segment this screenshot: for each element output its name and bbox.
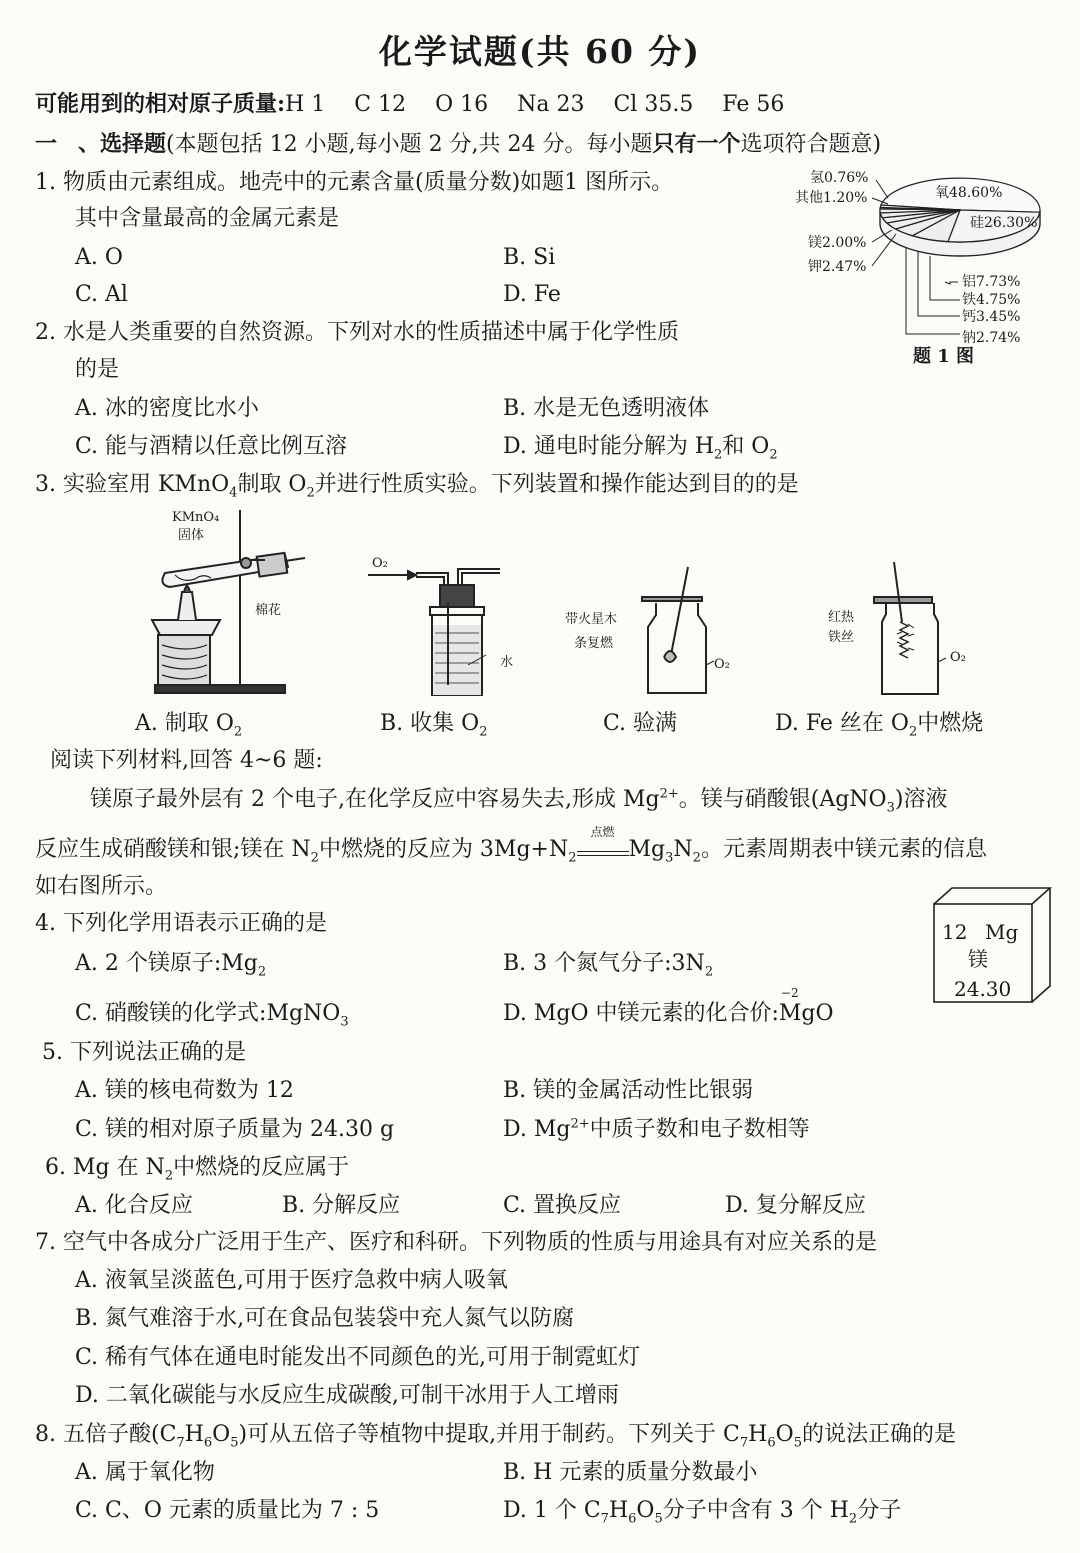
- q7-option-a: A. 液氧呈淡蓝色,可用于医疗急救中病人吸氧: [75, 1268, 508, 1293]
- mg-symbol: Mg: [985, 920, 1019, 944]
- apparatus-a-kmno4-label: KMnO₄: [172, 510, 220, 525]
- q1-stem-1: 1. 物质由元素组成。地壳中的元素含量(质量分数)如题1 图所示。: [35, 170, 674, 195]
- pie-label-hydrogen: 氢0.76%: [810, 170, 869, 186]
- q5-option-d: D. $Mg^{2+}$中质子数和电子数相等: [503, 1116, 810, 1142]
- q6-option-a: A. 化合反应: [75, 1193, 193, 1218]
- apparatus-c-label-2: 条复燃: [574, 636, 614, 651]
- section-desc-tail: 选项符合题意): [740, 132, 882, 157]
- pie-label-calcium: 钙3.45%: [962, 309, 1021, 325]
- page-title: 化学试题(共 60 分): [378, 32, 702, 71]
- q8-option-b: B. H 元素的质量分数最小: [503, 1460, 758, 1485]
- apparatus-b-o2-label: O₂: [372, 556, 388, 571]
- apparatus-c-label-1: 带火星木: [565, 612, 618, 627]
- pie-label-oxygen: 氧48.60%: [935, 185, 1003, 201]
- q7-option-b: B. 氮气难溶于水,可在食品包装袋中充人氮气以防腐: [75, 1306, 575, 1331]
- section-desc: (本题包括 12 小题,每小题 2 分,共 24 分。每小题: [166, 132, 653, 157]
- q8-option-a: A. 属于氧化物: [75, 1460, 215, 1485]
- atomic-mass-values: H 1 C 12 O 16 Na 23 Cl 35.5 Fe 56: [285, 92, 785, 117]
- pie-label-magnesium: 镁2.00%: [808, 235, 867, 251]
- q4-option-a: A. 2 个镁原子$:Mg_2$: [75, 951, 267, 980]
- section-heading: [35, 130, 881, 159]
- q3-option-d: D. Fe 丝在 $O_2$中燃烧: [775, 711, 984, 740]
- q7-stem: 7. 空气中各成分广泛用于生产、医疗和科研。下列物质的性质与用途具有对应关系的是: [35, 1230, 877, 1255]
- reading-para-2: 反应生成硝酸镁和银;镁在 $N_2$中燃烧的反应为 $3Mg+N_2$ 点燃 $Mg_3N_2$。元素周期表中镁元素的信息: [35, 825, 987, 866]
- q1-option-d: D. Fe: [503, 282, 561, 307]
- q3-stem: 3. 实验室用 KMnO$_4$制取 $O_2$并进行性质实验。下列装置和操作能达到目的的是: [35, 472, 799, 501]
- q5-stem: 5. 下列说法正确的是: [42, 1040, 246, 1065]
- reaction-condition: 点燃: [590, 825, 615, 839]
- pie-label-aluminum: 铝7.73%: [962, 274, 1021, 290]
- section-dash: 一: [35, 131, 58, 157]
- q5-option-c: C. 镁的相对原子质量为 24.30 g: [75, 1117, 395, 1142]
- q1-option-c: C. Al: [75, 282, 128, 307]
- q2-option-b: B. 水是无色透明液体: [503, 396, 710, 421]
- apparatus-d-label-2: 铁丝: [828, 630, 855, 645]
- q2-stem-1: 2. 水是人类重要的自然资源。下列对水的性质描述中属于化学性质: [35, 320, 679, 345]
- q6-option-c: C. 置换反应: [503, 1193, 622, 1218]
- apparatus-a-solid-label: 固体: [178, 528, 205, 543]
- q8-option-d: D. 1 个 $C_7H_6O_5$分子中含有 3 个 $H_2$分子: [503, 1498, 902, 1527]
- reading-para-1: 镁原子最外层有 2 个电子,在化学反应中容易失去,形成 $Mg^{2+}$。镁与硝酸银(AgNO$_3$)溶液: [90, 786, 948, 816]
- q6-stem: 6. Mg 在 $N_2$中燃烧的反应属于: [45, 1155, 350, 1184]
- pie-label-potassium: 钾2.47%: [808, 259, 867, 275]
- apparatus-d-iron-burning: [860, 562, 960, 697]
- apparatus-b-collect-bottle: [368, 555, 518, 700]
- apparatus-c-verify-full: [640, 565, 740, 695]
- section-desc-bold: 只有一个: [652, 131, 741, 157]
- q7-option-c: C. 稀有气体在通电时能发出不同颜色的光,可用于制霓虹灯: [75, 1345, 641, 1370]
- pie-label-sodium: 钠2.74%: [962, 330, 1021, 346]
- apparatus-a-cotton-label: 棉花: [255, 603, 282, 618]
- mg-atomic-mass: 24.30: [954, 977, 1012, 1001]
- apparatus-d-label-1: 红热: [828, 610, 855, 625]
- q3-option-b: B. 收集 $O_2$: [380, 711, 488, 740]
- reading-para-3: 如右图所示。: [35, 874, 168, 899]
- valence-mark: −2: [780, 986, 799, 1000]
- q1-option-a: A. O: [75, 245, 123, 270]
- pie-label-iron: 铁4.75%: [962, 292, 1021, 308]
- q5-option-b: B. 镁的金属活动性比银弱: [503, 1078, 754, 1103]
- q2-stem-2: 的是: [75, 357, 120, 382]
- q5-option-a: A. 镁的核电荷数为 12: [75, 1078, 294, 1103]
- q2-option-a: A. 冰的密度比水小: [75, 396, 259, 421]
- atomic-mass-line: [35, 90, 784, 119]
- section-title: 、选择题: [78, 131, 167, 157]
- q1-option-b: B. Si: [503, 245, 556, 270]
- pie-caption: 题 1 图: [913, 346, 975, 367]
- q6-option-d: D. 复分解反应: [725, 1193, 866, 1218]
- mg-atomic-number: 12: [942, 920, 968, 944]
- q4-option-b: B. 3 个氮气分子$:3N_2$: [503, 951, 714, 980]
- q7-option-d: D. 二氧化碳能与水反应生成碳酸,可制干冰用于人工增雨: [75, 1383, 619, 1408]
- apparatus-d-o2-label: O₂: [950, 650, 966, 665]
- q3-option-a: A. 制取 $O_2$: [135, 711, 243, 740]
- q1-stem-2: 其中含量最高的金属元素是: [75, 206, 340, 231]
- q4-stem: 4. 下列化学用语表示正确的是: [35, 911, 327, 936]
- pie-label-silicon: 硅26.30%: [970, 215, 1038, 231]
- mg-name: 镁: [968, 947, 988, 971]
- q4-option-c: C. 硝酸镁的化学式:MgNO$_3$: [75, 1001, 349, 1030]
- q2-option-d: D. 通电时能分解为 $H_2$和 $O_2$: [503, 434, 778, 463]
- apparatus-c-o2-label: O₂: [714, 657, 730, 672]
- reading-head: 阅读下列材料,回答 4~6 题:: [50, 748, 323, 773]
- atomic-mass-label: 可能用到的相对原子质量:: [35, 91, 286, 117]
- q6-option-b: B. 分解反应: [282, 1193, 401, 1218]
- q2-option-c: C. 能与酒精以任意比例互溶: [75, 434, 348, 459]
- q4-option-d: D. MgO 中镁元素的化合价: −2 MgO: [503, 986, 834, 1026]
- q8-option-c: C. C、O 元素的质量比为 7 : 5: [75, 1498, 380, 1523]
- apparatus-b-water-label: 水: [500, 655, 514, 670]
- q8-stem: 8. 五倍子酸$(C_7H_6O_5)$可从五倍子等植物中提取,并用于制药。下列关于 $C_7H_6O_5$的说法正确的是: [35, 1422, 956, 1451]
- apparatus-a-heating-tube: [140, 505, 310, 700]
- q3-option-c: C. 验满: [603, 711, 678, 736]
- pie-label-other: 其他1.20%: [795, 190, 868, 206]
